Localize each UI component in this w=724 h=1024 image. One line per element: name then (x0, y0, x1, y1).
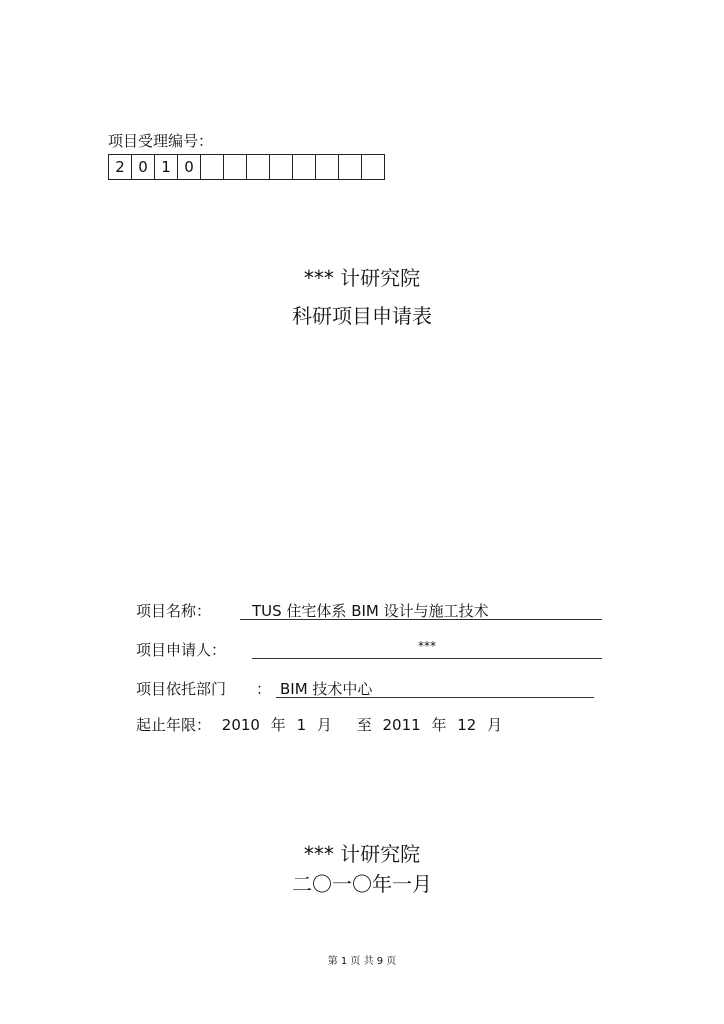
department-value: BIM 技术中心 (276, 678, 594, 698)
project-name-label: 项目名称： (136, 602, 212, 620)
accept-number-cell (339, 155, 362, 179)
period-end-month: 12 (457, 716, 477, 734)
department-label: 项目依托部门 (136, 680, 227, 698)
form-title: 科研项目申请表 (292, 304, 432, 328)
accept-number-cell: 1 (155, 155, 178, 179)
footer-date: 二〇一〇年一月 (292, 872, 432, 896)
accept-number-cell (270, 155, 293, 179)
accept-number-label: 项目受理编号： (108, 132, 214, 150)
page-number: 第 1 页 共 9 页 (327, 956, 397, 967)
accept-number-cell (224, 155, 247, 179)
period-start-month: 1 (296, 716, 307, 734)
accept-number-cell: 2 (109, 155, 132, 179)
accept-number-cell (201, 155, 224, 179)
period-to: 至 (356, 716, 372, 734)
org-title: *** 计研究院 (303, 266, 421, 290)
period-year-unit: 年 (431, 716, 447, 734)
applicant-label: 项目申请人： (136, 641, 227, 659)
accept-number-cell (247, 155, 270, 179)
period-month-unit: 月 (487, 716, 503, 734)
period-start-year: 2010 (221, 716, 260, 734)
accept-number-cell (293, 155, 316, 179)
period-month-unit: 月 (316, 716, 332, 734)
period-label: 起止年限： (136, 716, 212, 734)
period-year-unit: 年 (270, 716, 286, 734)
accept-number-cell: 0 (178, 155, 201, 179)
accept-number-cell: 0 (132, 155, 155, 179)
department-colon: ： (256, 680, 272, 698)
accept-number-boxes (108, 154, 385, 180)
footer-org: *** 计研究院 (303, 842, 421, 866)
accept-number-cell (316, 155, 339, 179)
accept-number-cell (362, 155, 385, 179)
period-row (136, 714, 508, 735)
project-name-value: TUS 住宅体系 BIM 设计与施工技术 (240, 600, 602, 620)
applicant-value: *** (252, 639, 602, 659)
period-end-year: 2011 (382, 716, 421, 734)
